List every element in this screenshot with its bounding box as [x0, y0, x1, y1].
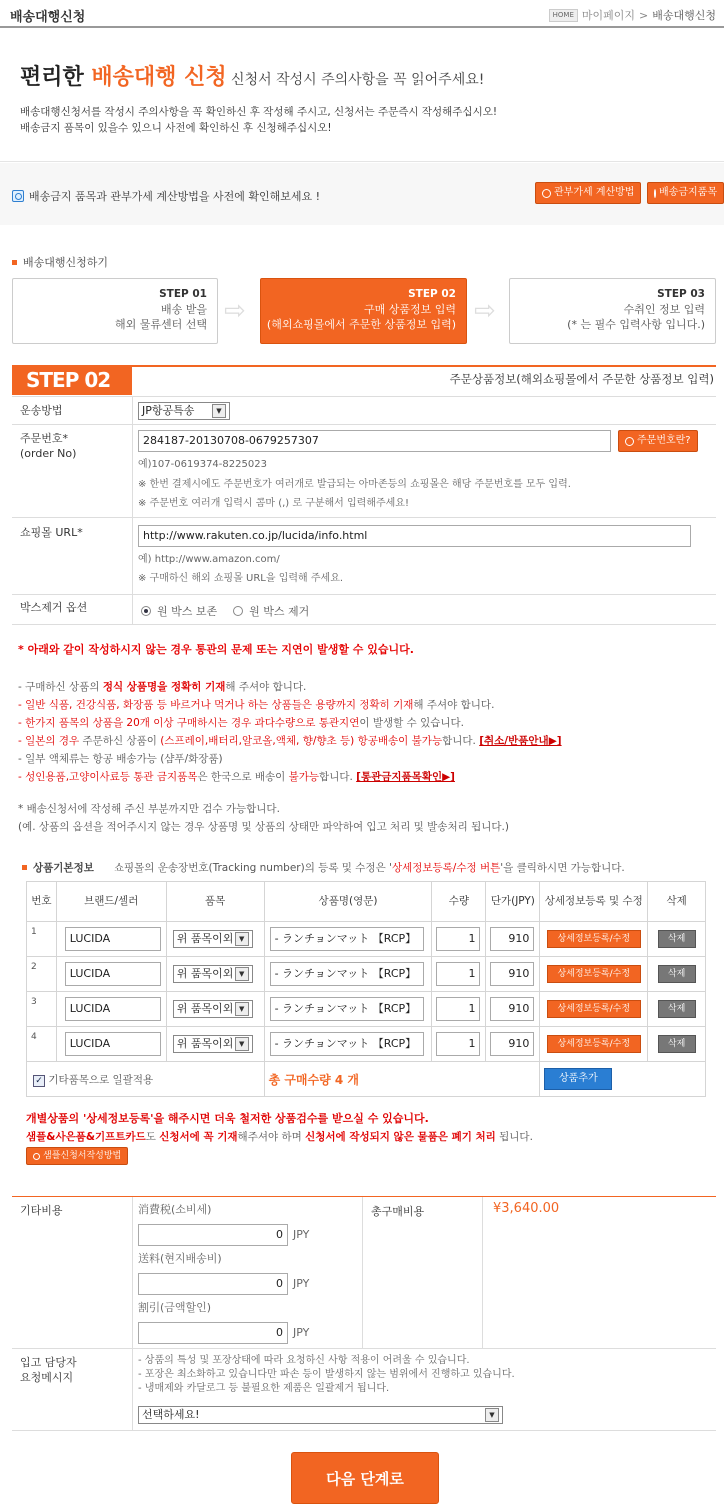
- rule-6d: 합니다.: [319, 771, 357, 783]
- step-2-line1: 구매 상품정보 입력: [363, 303, 456, 316]
- order-number-input[interactable]: 284187-20130708-0679257307: [138, 430, 611, 452]
- tax-unit: JPY: [293, 1228, 310, 1241]
- breadcrumb: [549, 7, 716, 23]
- row-no: 4: [27, 1027, 57, 1062]
- step-1-line1: 배송 받을: [160, 303, 207, 316]
- step-3-num: STEP 03: [657, 288, 705, 300]
- col-detail: 상세정보등록 및 수정: [540, 882, 648, 922]
- memo-label-2: 요청메시지: [20, 1371, 74, 1384]
- items-header: [22, 860, 625, 875]
- rule-4a: - 일본의 경우: [18, 735, 83, 747]
- shop-url-input[interactable]: http://www.rakuten.co.jp/lucida/info.html: [138, 525, 691, 547]
- memo-label-1: 입고 담당자: [20, 1356, 77, 1369]
- step-3: [509, 278, 716, 344]
- step-1: [12, 278, 218, 344]
- chevron-down-icon: ▼: [235, 1037, 249, 1051]
- tax-calc-label: 관부가세 계산방법: [554, 187, 635, 198]
- shipping-value: JP항공특송: [142, 404, 195, 417]
- total-value-cell: [482, 1197, 716, 1348]
- step-2-num: STEP 02: [408, 288, 456, 300]
- cancel-return-link[interactable]: [취소/반품안내▶]: [479, 735, 562, 747]
- items-desc-b: 상세정보등록/수정 버튼: [391, 862, 501, 874]
- rule-4c: (스프레이,배터리,알코올,액체, 향/향초 등) 항공배송이 불가능: [160, 735, 443, 747]
- item-note-2f: 됩니다.: [495, 1131, 533, 1143]
- rule-4b: 주문하신 상품이: [82, 735, 161, 747]
- box-row: [12, 595, 716, 625]
- rule-1c: 해 주셔야 합니다.: [225, 681, 307, 693]
- home-icon[interactable]: HOME: [549, 9, 578, 22]
- price-input[interactable]: 910: [490, 927, 534, 951]
- notice-text: [12, 188, 320, 204]
- prohibited-check-link[interactable]: [통관금지품목확인▶]: [356, 771, 455, 783]
- rule-1b: 정식 상품명을 정확히 기재: [102, 681, 226, 693]
- rule-3b: 이 발생할 수 있습니다.: [359, 717, 464, 729]
- total-quantity: 총 구매수량 4 개: [264, 1062, 540, 1097]
- magnifier-icon: [625, 437, 634, 446]
- total-cost-value: ¥3,640.00: [493, 1201, 560, 1216]
- price-input[interactable]: 910: [490, 997, 534, 1021]
- arrow-right-icon: ⇨: [224, 296, 246, 326]
- rule-3a: - 한가지 품목의 상품을 20개 이상 구매하시는 경우 과다수량으로 통관지연: [18, 717, 360, 729]
- apply-all-label: 기타품목으로 일괄적용: [48, 1073, 154, 1086]
- magnifier-icon: [542, 189, 551, 198]
- item-note-2c: 신청서에 꼭 기재: [159, 1131, 238, 1143]
- price-input[interactable]: 910: [490, 962, 534, 986]
- row-no: 2: [27, 957, 57, 992]
- breadcrumb-mypage[interactable]: 마이페이지: [581, 9, 636, 22]
- detail-edit-button[interactable]: 상세정보등록/수정: [547, 930, 641, 948]
- category-select[interactable]: [173, 1035, 253, 1053]
- delete-button[interactable]: 삭제: [658, 1035, 696, 1053]
- notice-label: 배송금지 품목과 관부가세 계산방법을 사전에 확인해보세요 !: [29, 190, 321, 203]
- shipping-cost-unit: JPY: [293, 1277, 310, 1290]
- category-select[interactable]: [173, 965, 253, 983]
- chevron-down-icon: ▼: [235, 967, 249, 981]
- items-desc-c: '을 클릭하시면 가능합니다.: [500, 862, 625, 874]
- box-keep-label: 원 박스 보존: [157, 605, 218, 618]
- memo-row: [12, 1349, 716, 1431]
- table-row: [27, 922, 706, 957]
- item-note-2b: 도: [145, 1131, 160, 1143]
- section-title: [12, 254, 108, 270]
- category-value: 위 품목이외: [176, 1037, 234, 1050]
- brand-input[interactable]: LUCIDA: [65, 1032, 161, 1056]
- order-help-label: 주문번호란?: [637, 435, 691, 446]
- detail-edit-button[interactable]: 상세정보등록/수정: [547, 1035, 641, 1053]
- chevron-down-icon: ▼: [485, 1408, 499, 1422]
- category-value: 위 품목이외: [176, 932, 234, 945]
- bullet-icon: [22, 865, 27, 870]
- page-header: [0, 0, 724, 28]
- prohibited-items-label: 배송금지품목: [659, 187, 717, 198]
- intro-line-1: 배송대행신청서를 작성시 주의사항을 꼭 확인하신 후 작성해 주시고, 신청서는 주문즉시 작성해주십시오!: [20, 106, 498, 118]
- category-select[interactable]: [173, 930, 253, 948]
- shipping-cost-input[interactable]: 0: [138, 1273, 288, 1295]
- qty-input[interactable]: 1: [436, 997, 480, 1021]
- discount-input[interactable]: 0: [138, 1322, 288, 1344]
- brand-input[interactable]: LUCIDA: [65, 997, 161, 1021]
- col-delete: 삭제: [648, 882, 706, 922]
- url-example: 예) http://www.amazon.com/: [138, 554, 280, 565]
- order-label: [20, 431, 76, 461]
- url-label: 쇼핑몰 URL*: [20, 526, 83, 539]
- rule-2a: - 일반 식품, 건강식품, 화장품 등 바르거나 먹거나 하는 상품들은 용량까지 정확히 기재: [18, 699, 414, 711]
- rule-1a: - 구매하신 상품의: [18, 681, 103, 693]
- url-hint: ※ 구매하신 해외 쇼핑몰 URL을 입력해 주세요.: [138, 573, 344, 584]
- price-input[interactable]: 910: [490, 1032, 534, 1056]
- order-row: [12, 425, 716, 518]
- memo-label: [20, 1355, 77, 1385]
- memo-select[interactable]: [138, 1406, 503, 1424]
- step-3-line1: 수취인 정보 입력: [623, 303, 705, 316]
- order-field: [132, 425, 691, 517]
- cost-field: [132, 1197, 362, 1348]
- breadcrumb-current: 배송대행신청: [652, 9, 716, 22]
- qty-input[interactable]: 1: [436, 927, 480, 951]
- items-table: [26, 881, 706, 1097]
- chevron-down-icon: ▼: [235, 1002, 249, 1016]
- rule-6c: 불가능: [288, 771, 320, 783]
- detail-edit-button[interactable]: 상세정보등록/수정: [547, 965, 641, 983]
- shipping-field: [132, 397, 222, 424]
- intro-heading-b: 배송대행 신청: [91, 65, 227, 90]
- rule-4: [18, 732, 562, 750]
- search-icon: [12, 190, 24, 202]
- brand-input[interactable]: LUCIDA: [65, 962, 161, 986]
- shipping-select[interactable]: [138, 402, 230, 420]
- delete-button[interactable]: 삭제: [658, 930, 696, 948]
- magnifier-icon: [33, 1153, 40, 1160]
- cost-label: 기타비용: [20, 1204, 63, 1217]
- brand-input[interactable]: LUCIDA: [65, 927, 161, 951]
- delete-button[interactable]: 삭제: [658, 965, 696, 983]
- category-select[interactable]: [173, 1000, 253, 1018]
- tax-label: 消費税(소비세): [138, 1203, 212, 1216]
- col-category: 품목: [166, 882, 264, 922]
- box-remove-label: 원 박스 제거: [249, 605, 310, 618]
- box-field: [132, 595, 310, 624]
- table-row: [27, 957, 706, 992]
- col-brand: 브랜드/셀러: [56, 882, 166, 922]
- step2-label: STEP 02: [12, 365, 132, 395]
- col-qty: 수량: [432, 882, 486, 922]
- memo-hint-1: - 상품의 특성 및 포장상태에 따라 요청하신 사항 적용이 어려울 수 있습니다.: [138, 1355, 470, 1366]
- arrow-right-icon: ⇨: [474, 296, 496, 326]
- category-value: 위 품목이외: [176, 1002, 234, 1015]
- order-label-2: (order No): [20, 447, 77, 460]
- item-note-1: 개별상품의 '상세정보등록'을 해주시면 더욱 철저한 상품검수를 받으실 수 있습니다.: [26, 1112, 429, 1125]
- box-keep-radio[interactable]: [141, 606, 151, 616]
- sample-guide-label: 샘플신청서작성방법: [43, 1151, 122, 1161]
- apply-all-checkbox[interactable]: ✓: [33, 1075, 45, 1087]
- section-title-text: 배송대행신청하기: [23, 256, 109, 269]
- tax-calc-button[interactable]: [535, 182, 641, 204]
- category-value: 위 품목이외: [176, 967, 234, 980]
- sample-guide-button[interactable]: [26, 1147, 128, 1165]
- table-row: [27, 992, 706, 1027]
- discount-label: 割引(금액할인): [138, 1301, 212, 1314]
- item-note-2: [26, 1129, 533, 1144]
- box-remove-radio[interactable]: [233, 606, 243, 616]
- order-hint-2: ※ 주문번호 여러개 입력시 콤마 (,) 로 구분해서 입력해주세요!: [138, 498, 409, 509]
- product-name-input[interactable]: - ランチョンマット 【RCP】: [270, 962, 424, 986]
- item-note-2e: 신청서에 작성되지 않은 물품은 폐기 처리: [305, 1131, 496, 1143]
- rule-6a: - 성인용품,고양이사료등 통관 금지품목: [18, 771, 198, 783]
- item-note-2d: 해주셔야 하며: [237, 1131, 306, 1143]
- bullet-icon: [12, 260, 17, 265]
- row-no: 1: [27, 922, 57, 957]
- col-name: 상품명(영문): [264, 882, 432, 922]
- table-footer-row: [27, 1062, 706, 1097]
- memo-hint-3: - 냉매제와 카달로그 등 불필요한 제품은 일괄제거 됩니다.: [138, 1383, 390, 1394]
- items-title: 상품기본정보: [33, 862, 94, 874]
- tax-input[interactable]: 0: [138, 1224, 288, 1246]
- url-row: [12, 518, 716, 595]
- table-row: [27, 1027, 706, 1062]
- memo-field: [132, 1349, 515, 1430]
- order-label-1: 주문번호*: [20, 432, 69, 445]
- step-1-num: STEP 01: [159, 288, 207, 300]
- order-example: 예)107-0619374-8225023: [138, 459, 267, 470]
- rule-6: [18, 768, 562, 786]
- customs-warning: * 아래와 같이 작성하시지 않는 경우 통관의 문제 또는 지연이 발생할 수 있습니다.: [18, 643, 414, 656]
- step2-title: 주문상품정보(해외쇼핑몰에서 주문한 상품정보 입력): [449, 372, 714, 386]
- step-2: [260, 278, 467, 344]
- col-no: 번호: [27, 882, 57, 922]
- items-desc-a: 쇼핑몰의 운송장번호(Tracking number)의 등록 및 수정은 ': [113, 862, 392, 874]
- intro-heading-a: 편리한: [20, 65, 92, 90]
- memo-select-value: 선택하세요!: [142, 1408, 200, 1421]
- rule-5: - 일부 액체류는 항공 배송가능 (샴푸/화장품): [18, 753, 223, 765]
- product-name-input[interactable]: - ランチョンマット 【RCP】: [270, 1032, 424, 1056]
- intro-banner: [0, 30, 724, 162]
- qty-input[interactable]: 1: [436, 1032, 480, 1056]
- table-header-row: [27, 882, 706, 922]
- shipping-row: [12, 396, 716, 425]
- shipping-cost-label: 送料(현지배송비): [138, 1252, 222, 1265]
- order-hint-1: ※ 한번 결제시에도 주문번호가 여러개로 발급되는 아마존등의 쇼핑몰은 해당 주문번호를 모두 입력.: [138, 479, 571, 490]
- chevron-down-icon: ▼: [235, 932, 249, 946]
- next-step-button[interactable]: 다음 단계로: [291, 1452, 439, 1504]
- detail-edit-button[interactable]: 상세정보등록/수정: [547, 1000, 641, 1018]
- product-name-input[interactable]: - ランチョンマット 【RCP】: [270, 997, 424, 1021]
- chevron-down-icon: ▼: [212, 404, 226, 418]
- rule-4d: 합니다.: [442, 735, 480, 747]
- page-title: 배송대행신청: [10, 10, 86, 25]
- step-1-line2: 해외 물류센터 선택: [114, 318, 207, 331]
- box-label: 박스제거 옵션: [20, 601, 88, 614]
- prohibited-items-button[interactable]: [647, 182, 724, 204]
- item-note-2a: 샘플&사은품&기프트카드: [26, 1131, 146, 1143]
- note-2: (예. 상품의 옵션을 적어주시지 않는 경우 상품명 및 상품의 상태만 파악하여 입고 처리 및 발송처리 됩니다.): [18, 821, 509, 833]
- row-no: 3: [27, 992, 57, 1027]
- url-field: [132, 518, 368, 594]
- total-label-cell: [362, 1197, 482, 1348]
- step-3-line2: (* 는 필수 입력사항 입니다.): [567, 318, 705, 331]
- discount-unit: JPY: [293, 1326, 310, 1339]
- cost-row: [12, 1196, 716, 1349]
- intro-heading: [20, 60, 484, 91]
- order-help-button[interactable]: [618, 430, 698, 452]
- qty-input[interactable]: 1: [436, 962, 480, 986]
- rule-2: [18, 696, 562, 714]
- customs-rules: [18, 678, 562, 836]
- rule-3: [18, 714, 562, 732]
- add-item-button[interactable]: 상품추가: [544, 1068, 612, 1090]
- shipping-label: 운송방법: [20, 404, 63, 417]
- rule-2b: 해 주셔야 합니다.: [413, 699, 495, 711]
- intro-heading-c: 신청서 작성시 주의사항을 꼭 읽어주세요!: [226, 72, 485, 88]
- step-2-line2: (해외쇼핑몰에서 주문한 상품정보 입력): [266, 318, 456, 331]
- product-name-input[interactable]: - ランチョンマット 【RCP】: [270, 927, 424, 951]
- breadcrumb-separator: >: [639, 8, 649, 22]
- delete-button[interactable]: 삭제: [658, 1000, 696, 1018]
- total-cost-label: 총구매비용: [371, 1205, 425, 1218]
- memo-hint-2: - 포장은 최소화하고 있습니다만 파손 등이 발생하지 않는 범위에서 진행하고 있습니다.: [138, 1369, 515, 1380]
- col-price: 단가(JPY): [486, 882, 540, 922]
- rule-6b: 은 한국으로 배송이: [197, 771, 289, 783]
- magnifier-icon: [654, 189, 656, 198]
- intro-line-2: 배송금지 품목이 있을수 있으니 사전에 확인하신 후 신청해주십시오!: [20, 122, 332, 134]
- note-1: * 배송신청서에 작성해 주신 부분까지만 검수 가능합니다.: [18, 803, 280, 815]
- rule-1: [18, 678, 562, 696]
